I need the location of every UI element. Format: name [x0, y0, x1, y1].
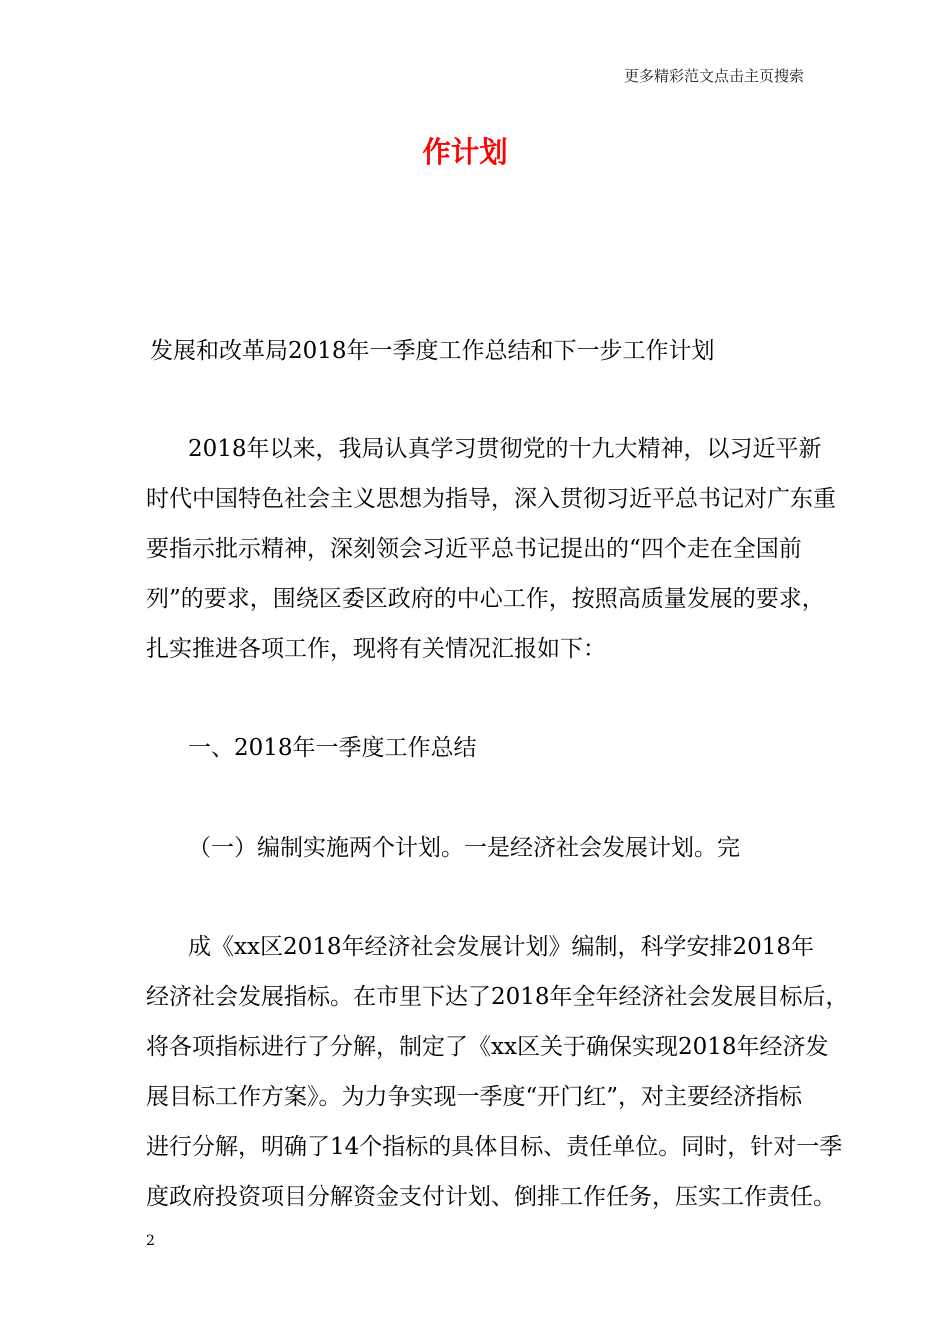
paragraph-line: 时代中国特色社会主义思想为指导，深入贯彻习近平总书记对广东重: [146, 486, 836, 512]
document-title: 作计划: [422, 135, 508, 169]
paragraph-line: 要指示批示精神，深刻领会习近平总书记提出的“四个走在全国前: [146, 536, 802, 562]
page-number: 2: [146, 1233, 155, 1249]
document-subtitle: 发展和改革局2018年一季度工作总结和下一步工作计划: [150, 338, 715, 364]
paragraph-line: 展目标工作方案》。为力争实现一季度“开门红”，对主要经济指标: [146, 1084, 803, 1110]
paragraph-line: 扎实推进各项工作，现将有关情况汇报如下：: [146, 636, 606, 662]
paragraph-line: 度政府投资项目分解资金支付计划、倒排工作任务，压实工作责任。: [146, 1184, 836, 1210]
subsection-heading: （一）编制实施两个计划。一是经济社会发展计划。完: [188, 835, 740, 861]
header-note: 更多精彩范文点击主页搜索: [623, 67, 804, 85]
paragraph-line: 经济社会发展指标。在市里下达了2018年全年经济社会发展目标后，: [146, 984, 849, 1010]
paragraph-line: 2018年以来，我局认真学习贯彻党的十九大精神，以习近平新: [188, 436, 822, 462]
section-heading: 一、2018年一季度工作总结: [188, 735, 477, 761]
paragraph-line: 进行分解，明确了14个指标的具体目标、责任单位。同时，针对一季: [146, 1134, 843, 1160]
paragraph-line: 将各项指标进行了分解，制定了《xx区关于确保实现2018年经济发: [146, 1034, 829, 1060]
paragraph-line: 成《xx区2018年经济社会发展计划》编制，科学安排2018年: [188, 934, 815, 960]
paragraph-line: 列”的要求，围绕区委区政府的中心工作，按照高质量发展的要求，: [146, 586, 825, 612]
